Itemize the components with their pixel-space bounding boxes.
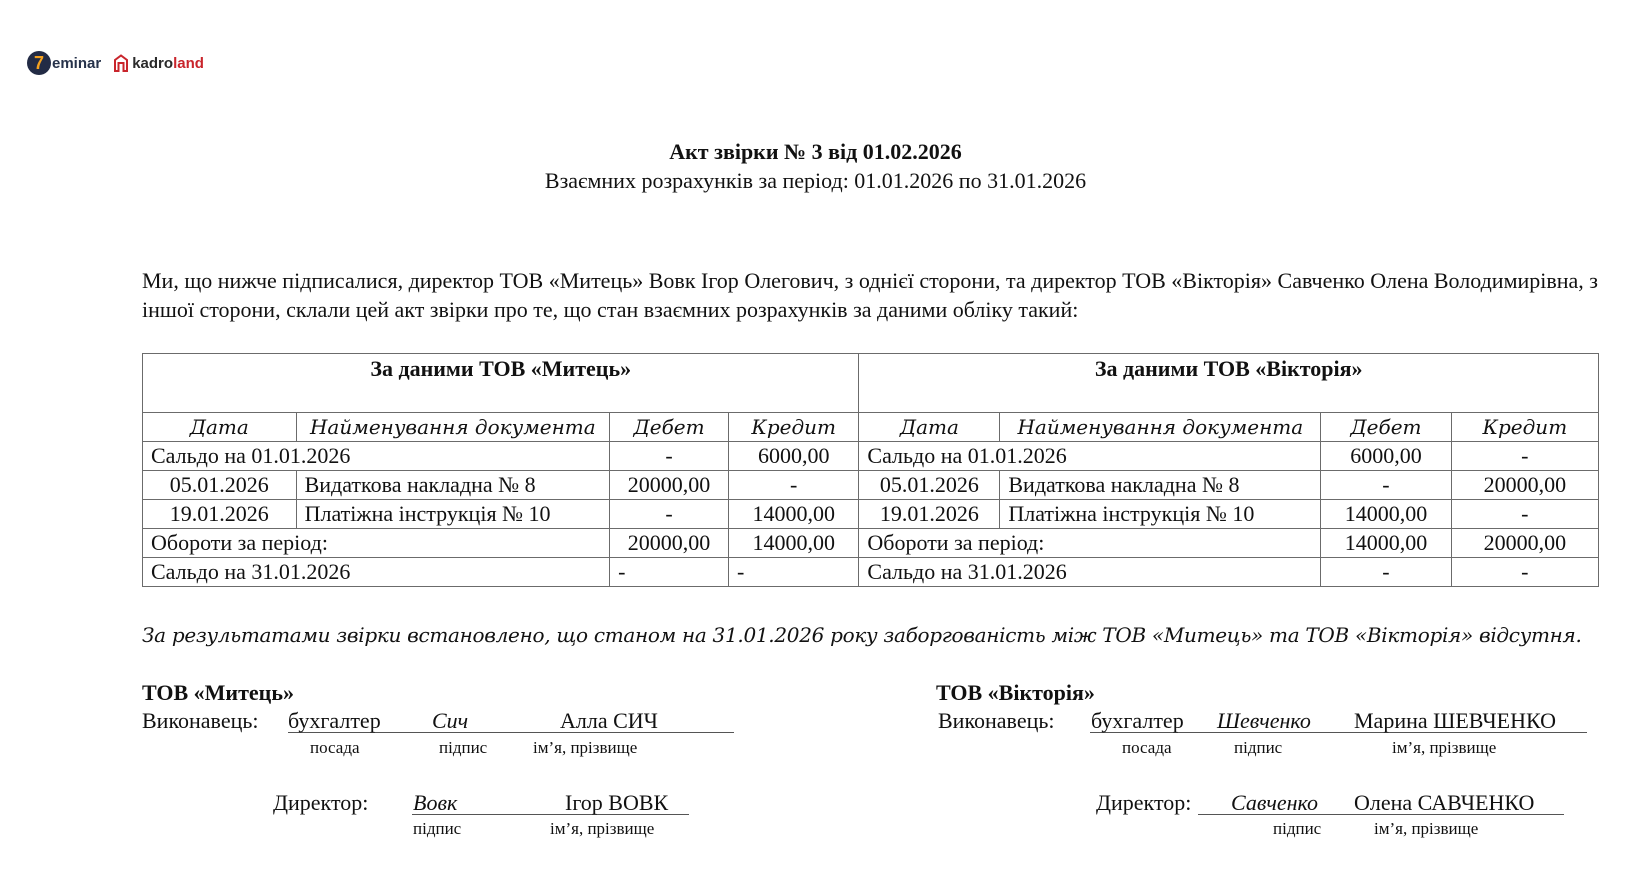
right-director-label: Директор:: [1096, 790, 1192, 815]
table-row: [143, 471, 1599, 500]
right-director-name: Олена САВЧЕНКО: [1354, 790, 1535, 815]
right-company-name: ТОВ «Вікторія»: [936, 680, 1095, 705]
row-credit: 14000,00: [728, 500, 858, 529]
opening-left-credit: 6000,00: [728, 442, 858, 471]
opening-left-debit: -: [610, 442, 729, 471]
row-date: 19.01.2026: [143, 500, 297, 529]
right-performer-position: бухгалтер: [1091, 708, 1184, 733]
col-document: Найменування документа: [1000, 413, 1321, 442]
row-date: 19.01.2026: [859, 500, 1000, 529]
opening-right-credit: -: [1451, 442, 1598, 471]
col-date: Дата: [143, 413, 297, 442]
right-performer-name: Марина ШЕВЧЕНКО: [1354, 708, 1556, 733]
opening-balance-row: [143, 442, 1599, 471]
turnover-left-debit: 20000,00: [610, 529, 729, 558]
right-performer-label: Виконавець:: [938, 708, 1055, 733]
turnover-label: Обороти за період:: [859, 529, 1321, 558]
turnover-left-credit: 14000,00: [728, 529, 858, 558]
right-party-header: За даними ТОВ «Вікторія»: [859, 354, 1599, 413]
intro-paragraph: Ми, що нижче підписалися, директор ТОВ «Митець» Вовк Ігор Олегович, з однієї сторони, та директор ТОВ «Вікторія» Савченко Олена Володимирівна, з іншої сторони, склали цей акт звірки про те, що стан взаємних розрахунків за даними обліку такий:: [142, 268, 1598, 322]
kadroland-text-dark: kadro: [132, 54, 174, 72]
caption-signature: підпис: [413, 819, 462, 838]
caption-signature: підпис: [1234, 738, 1283, 757]
turnover-right-credit: 20000,00: [1451, 529, 1598, 558]
row-document: Видаткова накладна № 8: [296, 471, 610, 500]
turnover-label: Обороти за період:: [143, 529, 610, 558]
opening-label: Сальдо на 01.01.2026: [143, 442, 610, 471]
col-debit: Дебет: [610, 413, 729, 442]
row-document: Видаткова накладна № 8: [1000, 471, 1321, 500]
opening-label: Сальдо на 01.01.2026: [859, 442, 1321, 471]
reconciliation-table: [142, 353, 1599, 587]
row-document: Платіжна інструкція № 10: [296, 500, 610, 529]
closing-right-debit: -: [1321, 558, 1451, 587]
row-credit: -: [1451, 500, 1598, 529]
closing-right-credit: -: [1451, 558, 1598, 587]
row-credit: 20000,00: [1451, 471, 1598, 500]
turnover-right-debit: 14000,00: [1321, 529, 1451, 558]
kadroland-text-red: land: [173, 54, 204, 72]
row-credit: -: [728, 471, 858, 500]
logo-bar: [27, 51, 204, 75]
closing-label: Сальдо на 31.01.2026: [143, 558, 610, 587]
seminar-logo-text: eminar: [52, 54, 102, 72]
caption-position: посада: [1122, 738, 1172, 757]
row-document: Платіжна інструкція № 10: [1000, 500, 1321, 529]
party-header-row: [143, 354, 1599, 413]
row-debit: 20000,00: [610, 471, 729, 500]
left-performer-position: бухгалтер: [288, 708, 381, 733]
row-debit: -: [1321, 471, 1451, 500]
left-performer-label: Виконавець:: [142, 708, 259, 733]
row-debit: 14000,00: [1321, 500, 1451, 529]
col-credit: Кредит: [1451, 413, 1598, 442]
closing-left-credit: -: [728, 558, 858, 587]
caption-position: посада: [310, 738, 360, 757]
left-company-name: ТОВ «Митець»: [142, 680, 294, 705]
right-director-signature: Савченко: [1231, 790, 1319, 815]
document-subtitle: Взаємних розрахунків за період: 01.01.2026 по 31.01.2026: [544, 168, 1087, 193]
caption-signature: підпис: [1273, 819, 1322, 838]
col-document: Найменування документа: [296, 413, 610, 442]
closing-label: Сальдо на 31.01.2026: [859, 558, 1321, 587]
closing-left-debit: -: [610, 558, 729, 587]
left-director-label: Директор:: [273, 790, 369, 815]
document-title: Акт звірки № 3 від 01.02.2026: [669, 139, 962, 164]
left-party-header: За даними ТОВ «Митець»: [143, 354, 859, 413]
seminar-badge-icon: 7: [27, 51, 51, 75]
left-director-name: Ігор ВОВК: [565, 790, 669, 815]
row-debit: -: [610, 500, 729, 529]
column-header-row: [143, 413, 1599, 442]
seminar-logo: [27, 51, 101, 75]
opening-right-debit: 6000,00: [1321, 442, 1451, 471]
col-debit: Дебет: [1321, 413, 1451, 442]
turnover-row: [143, 529, 1599, 558]
caption-name: ім’я, прізвище: [550, 819, 655, 838]
closing-balance-row: [143, 558, 1599, 587]
caption-name: ім’я, прізвище: [1392, 738, 1497, 757]
left-director-signature: Вовк: [413, 790, 458, 815]
row-date: 05.01.2026: [143, 471, 297, 500]
caption-signature: підпис: [439, 738, 488, 757]
col-credit: Кредит: [728, 413, 858, 442]
row-date: 05.01.2026: [859, 471, 1000, 500]
conclusion-text: За результатами звірки встановлено, що станом на 31.01.2026 року заборгованість між ТОВ «Митець» та ТОВ «Вікторія» відсутня.: [142, 623, 1582, 647]
caption-name: ім’я, прізвище: [533, 738, 638, 757]
kadroland-logo: [113, 54, 204, 72]
caption-name: ім’я, прізвище: [1374, 819, 1479, 838]
left-performer-signature: Сич: [432, 708, 469, 733]
col-date: Дата: [859, 413, 1000, 442]
right-performer-signature: Шевченко: [1217, 708, 1311, 733]
house-icon: [113, 54, 129, 72]
left-performer-name: Алла СИЧ: [560, 708, 658, 733]
table-row: [143, 500, 1599, 529]
